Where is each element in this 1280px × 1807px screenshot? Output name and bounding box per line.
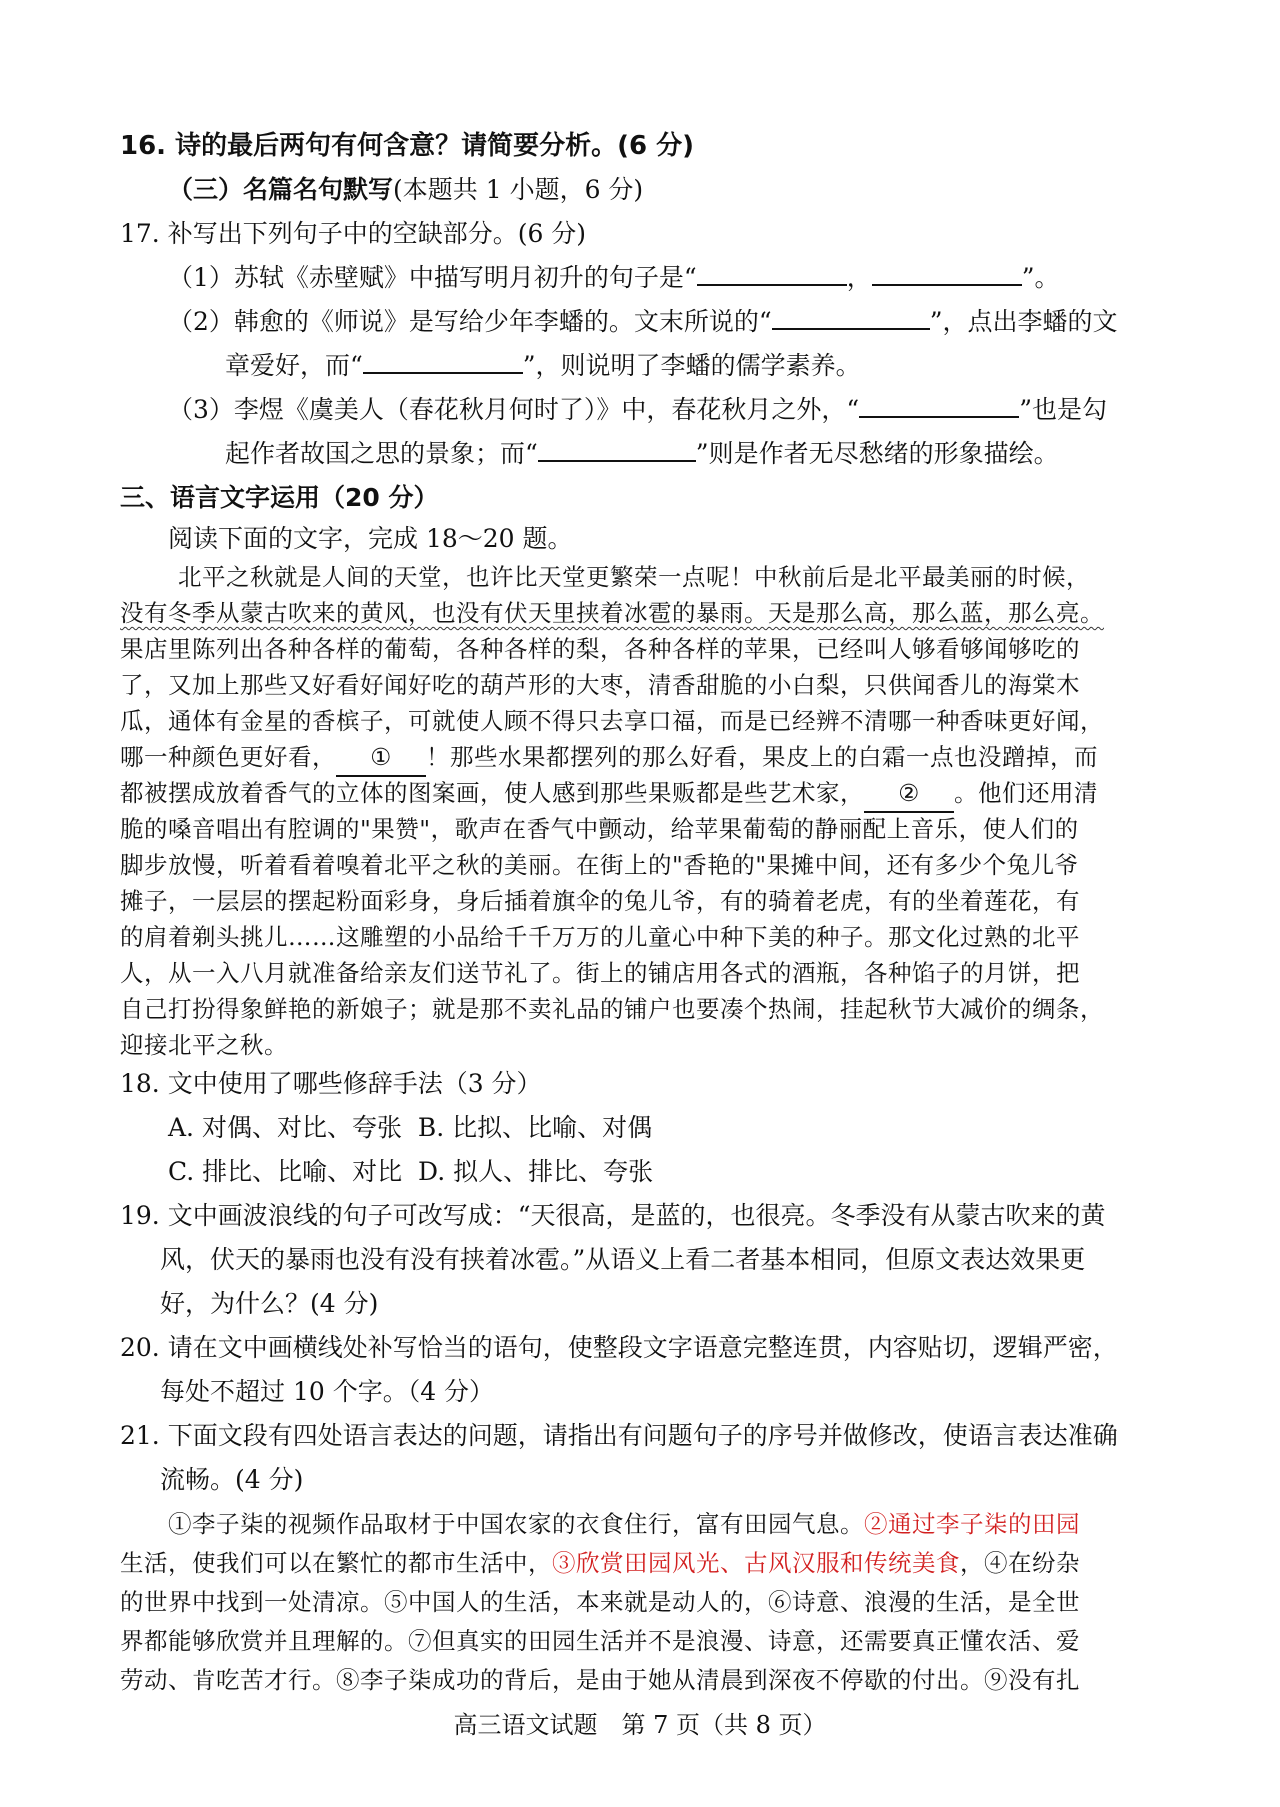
passage-text: 生活，使我们可以在繁忙的都市生活中， — [120, 1549, 552, 1577]
question-17-stem: 17. 补写出下列句子中的空缺部分。(6 分) — [120, 219, 587, 248]
passage-line: 瓜，通体有金星的香槟子，可就使人顾不得只去享口福，而是已经辨不清哪一种香味更好闻， — [120, 707, 1104, 735]
answer-blank[interactable] — [772, 304, 930, 330]
answer-blank[interactable] — [697, 260, 847, 286]
passage-line: 果店里陈列出各种各样的葡萄，各种各样的梨，各种各样的苹果，已经叫人够看够闻够吃的 — [120, 635, 1080, 663]
passage-line — [120, 739, 1098, 777]
subsection-title — [168, 172, 643, 208]
item-2-prefix: （2）韩愈的《师说》是写给少年李蟠的。文末所说的“ — [168, 307, 772, 336]
subsection-note: (本题共 1 小题，6 分) — [393, 175, 644, 204]
passage-2-line: 界都能够欣赏并且理解的。⑦但真实的田园生活并不是浪漫、诗意，还需要真正懂农活、爱 — [120, 1627, 1080, 1655]
answer-blank[interactable] — [363, 348, 523, 374]
highlighted-text: ③欣赏田园风光、古风汉服和传统美食 — [552, 1549, 960, 1577]
passage-line: 自己打扮得象鲜艳的新娘子；就是那不卖礼品的铺户也要凑个热闹，挂起秋节大减价的绸条， — [120, 995, 1104, 1023]
question-18-options-row-2 — [168, 1154, 653, 1190]
passage-2-line — [168, 1506, 1080, 1542]
passage-text: 。他们还用清 — [954, 779, 1098, 807]
question-18-stem: 18. 文中使用了哪些修辞手法（3 分） — [120, 1069, 542, 1098]
question-17-item-1 — [168, 260, 1060, 296]
answer-blank[interactable] — [872, 260, 1022, 286]
section-three-title: 三、语言文字运用（20 分） — [120, 483, 439, 512]
passage-line: 脚步放慢，听着看着嗅着北平之秋的美丽。在街上的"香艳的"果摊中间，还有多少个兔儿爷 — [120, 851, 1079, 879]
fill-blank-1[interactable]: ① — [336, 739, 426, 777]
passage-line: 的肩着剃头挑儿……这雕塑的小品给千千万万的儿童心中种下美的种子。那文化过熟的北平 — [120, 923, 1080, 951]
passage-text: ！那些水果都摆列的那么好看，果皮上的白霜一点也没蹭掉，而 — [426, 743, 1098, 771]
question-20-line: 20. 请在文中画横线处补写恰当的语句，使整段文字语意完整连贯，内容贴切，逻辑严密， — [120, 1333, 1118, 1362]
passage-line: 北平之秋就是人间的天堂，也许比天堂更繁荣一点呢！中秋前后是北平最美丽的时候， — [178, 563, 1090, 591]
passage-line: 摊子，一层层的摆起粉面彩身，身后插着旗伞的兔儿爷，有的骑着老虎，有的坐着莲花，有 — [120, 887, 1080, 915]
page-footer: 高三语文试题 第 7 页（共 8 页） — [453, 1711, 827, 1739]
item-3-line-2-suffix: ”则是作者无尽愁绪的形象描绘。 — [695, 439, 1059, 468]
passage-line-wavy: 没有冬季从蒙古吹来的黄风，也没有伏天里挟着冰雹的暴雨。天是那么高，那么蓝，那么亮。 — [120, 599, 1104, 627]
option-a[interactable]: A. 对偶、对比、夸张 — [168, 1113, 402, 1142]
item-2-suffix: ”，点出李蟠的文 — [929, 307, 1118, 336]
answer-blank[interactable] — [538, 436, 696, 462]
passage-line: 脆的嗓音唱出有腔调的"果赞"，歌声在香气中颤动，给苹果葡萄的静丽配上音乐，使人们的 — [120, 815, 1079, 843]
passage-text: 都被摆成放着香气的立体的图案画，使人感到那些果贩都是些艺术家， — [120, 779, 864, 807]
question-21-line: 流畅。(4 分) — [160, 1465, 304, 1494]
item-3-prefix: （3）李煜《虞美人（春花秋月何时了）》中，春花秋月之外，“ — [168, 395, 860, 424]
question-17-item-3-line-1 — [168, 392, 1107, 428]
fill-blank-2[interactable]: ② — [864, 775, 954, 813]
passage-text: ①李子柒的视频作品取材于中国农家的衣食住行，富有田园气息。 — [168, 1510, 864, 1538]
question-19-line: 19. 文中画波浪线的句子可改写成：“天很高，是蓝的，也很亮。冬季没有从蒙古吹来的黄 — [120, 1201, 1106, 1230]
option-d[interactable]: D. 拟人、排比、夸张 — [418, 1157, 654, 1186]
passage-line: 迎接北平之秋。 — [120, 1031, 288, 1059]
item-3-line-2-prefix: 起作者故国之思的景象；而“ — [225, 439, 538, 468]
question-19-line: 风，伏天的暴雨也没有没有挟着冰雹。”从语义上看二者基本相同，但原文表达效果更 — [160, 1245, 1086, 1274]
item-1-suffix: ”。 — [1021, 263, 1060, 292]
passage-2-line: 的世界中找到一处清凉。⑤中国人的生活，本来就是动人的，⑥诗意、浪漫的生活，是全世 — [120, 1588, 1080, 1616]
question-16: 16. 诗的最后两句有何含意？请简要分析。(6 分) — [120, 131, 695, 161]
answer-blank[interactable] — [859, 392, 1019, 418]
item-3-suffix: ”也是勾 — [1019, 395, 1107, 424]
question-17-item-2-line-2 — [225, 348, 861, 384]
subsection-heading: （三）名篇名句默写 — [168, 175, 394, 204]
option-c[interactable]: C. 排比、比喻、对比 — [168, 1157, 403, 1186]
item-1-sep: ， — [846, 263, 872, 292]
option-b[interactable]: B. 比拟、比喻、对偶 — [417, 1113, 653, 1142]
question-19-line: 好，为什么？(4 分) — [160, 1289, 379, 1318]
question-20-line: 每处不超过 10 个字。（4 分） — [160, 1377, 495, 1406]
question-18-options-row-1 — [168, 1110, 652, 1146]
passage-line: 了，又加上那些又好看好闻好吃的葫芦形的大枣，清香甜脆的小白梨，只供闻香儿的海棠木 — [120, 671, 1080, 699]
passage-line: 人，从一入八月就准备给亲友们送节礼了。街上的铺店用各式的酒瓶，各种馅子的月饼，把 — [120, 959, 1080, 987]
question-21-line: 21. 下面文段有四处语言表达的问题，请指出有问题句子的序号并做修改，使语言表达准确 — [120, 1421, 1118, 1450]
passage-text: ，④在纷杂 — [960, 1549, 1080, 1577]
passage-2-line — [120, 1545, 1080, 1581]
item-2-line-2-suffix: ”，则说明了李蟠的儒学素养。 — [522, 351, 861, 380]
passage-text: 哪一种颜色更好看， — [120, 743, 336, 771]
item-1-prefix: （1）苏轼《赤壁赋》中描写明月初升的句子是“ — [168, 263, 697, 292]
passage-line — [120, 775, 1098, 813]
section-three-instruction: 阅读下面的文字，完成 18～20 题。 — [168, 524, 573, 553]
item-2-line-2-prefix: 章爱好，而“ — [225, 351, 363, 380]
question-17-item-2-line-1 — [168, 304, 1118, 340]
passage-2-line: 劳动、肯吃苦才行。⑧李子柒成功的背后，是由于她从清晨到深夜不停歇的付出。⑨没有扎 — [120, 1666, 1080, 1694]
question-17-item-3-line-2 — [225, 436, 1059, 472]
highlighted-text: ②通过李子柒的田园 — [864, 1510, 1080, 1538]
